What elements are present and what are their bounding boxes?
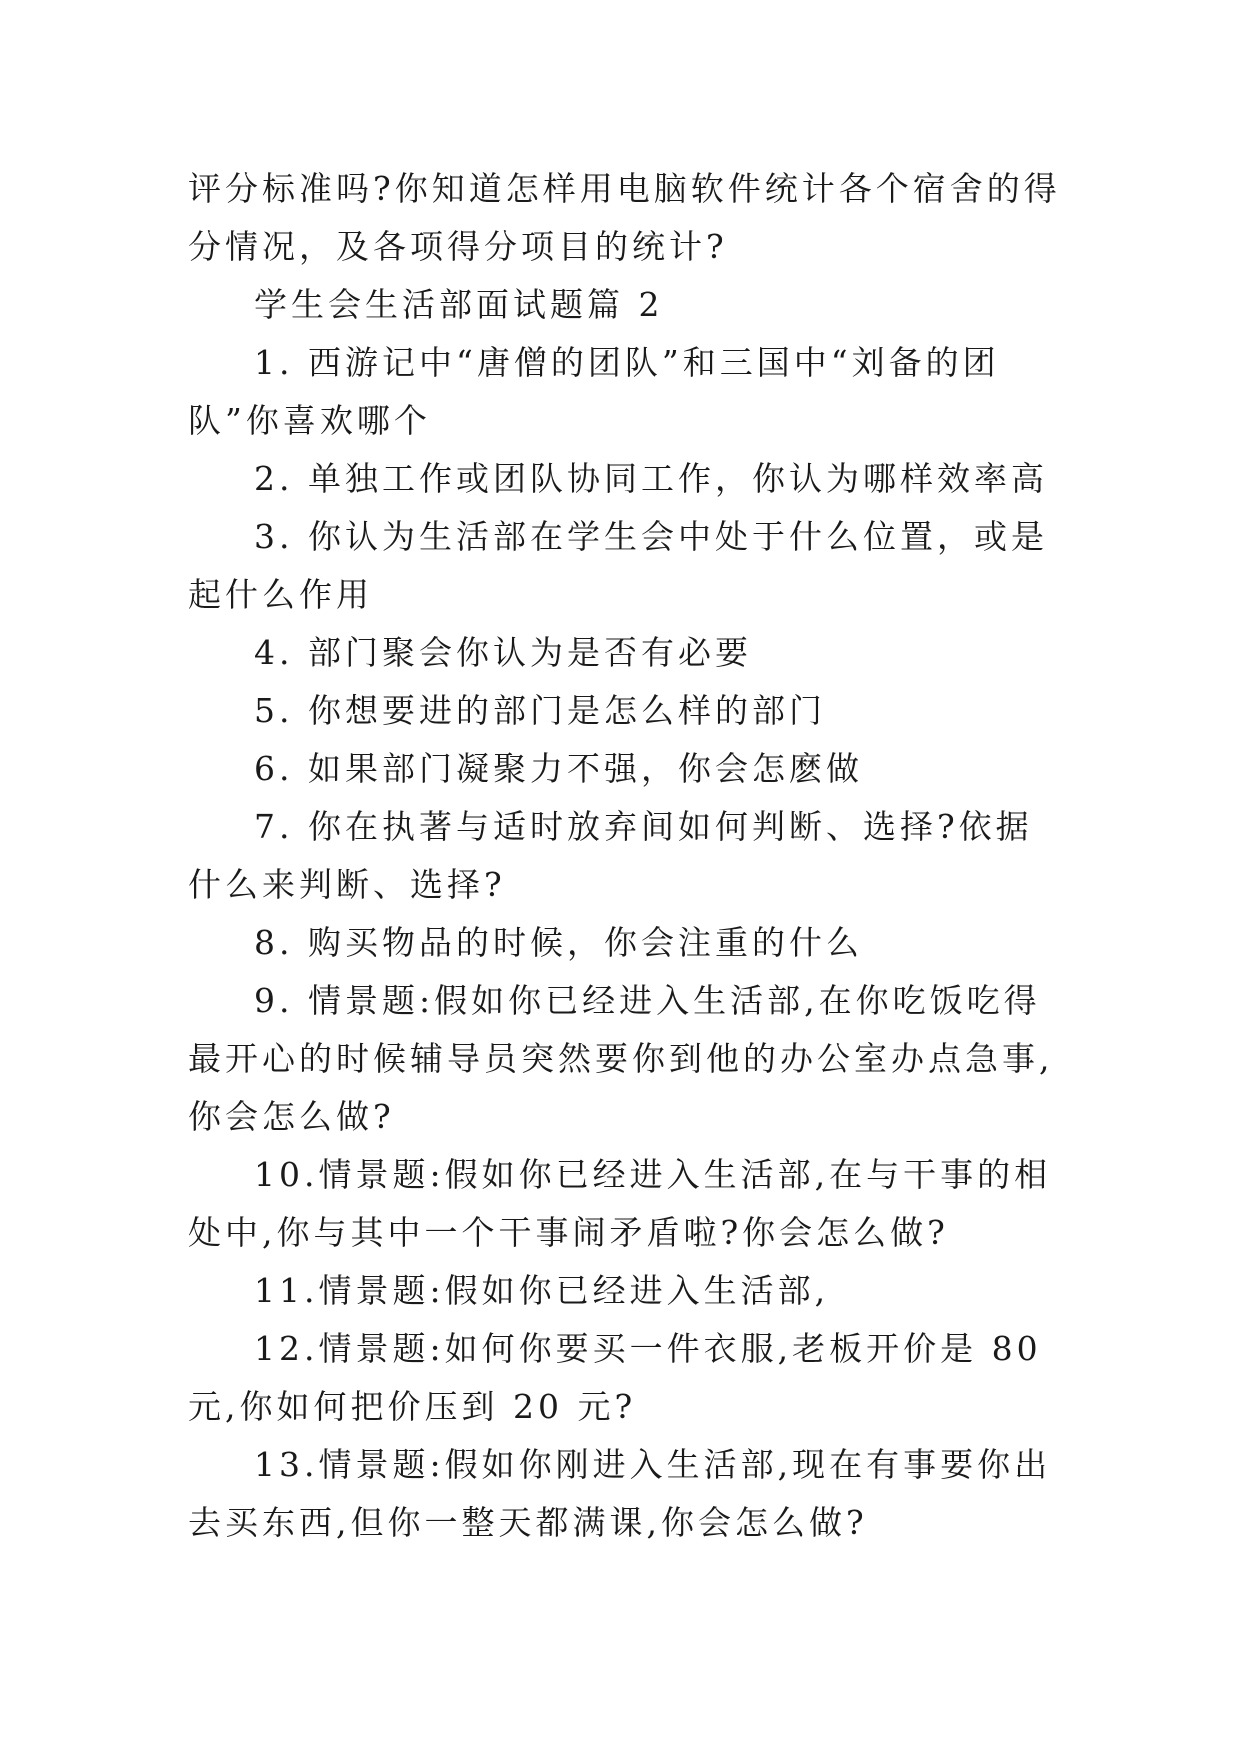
document-body — [188, 160, 1068, 1552]
question-1: 1. 西游记中“唐僧的团队”和三国中“刘备的团队”你喜欢哪个 — [188, 343, 1000, 440]
question-13: 13.情景题:假如你刚进入生活部,现在有事要你出去买东西,但你一整天都满课,你会怎么做? — [188, 1445, 1052, 1542]
question-10: 10.情景题:假如你已经进入生活部,在与干事的相处中,你与其中一个干事闹矛盾啦?你会怎么做? — [188, 1155, 1052, 1252]
question-6: 6. 如果部门凝聚力不强，你会怎麽做 — [254, 749, 863, 788]
question-3: 3. 你认为生活部在学生会中处于什么位置，或是起什么作用 — [188, 517, 1048, 614]
question-7: 7. 你在执著与适时放弃间如何判断、选择?依据什么来判断、选择? — [188, 807, 1033, 904]
question-9: 9. 情景题:假如你已经进入生活部,在你吃饭吃得最开心的时候辅导员突然要你到他的办公室办点急事,你会怎么做? — [188, 981, 1054, 1136]
paragraph-intro: 评分标准吗?你知道怎样用电脑软件统计各个宿舍的得分情况，及各项得分项目的统计? — [188, 169, 1061, 266]
question-12: 12.情景题:如何你要买一件衣服,老板开价是 80 元,你如何把价压到 20 元? — [188, 1329, 1057, 1426]
question-11: 11.情景题:假如你已经进入生活部, — [254, 1271, 830, 1310]
question-4: 4. 部门聚会你认为是否有必要 — [254, 633, 752, 672]
question-2: 2. 单独工作或团队协同工作，你认为哪样效率高 — [254, 459, 1048, 498]
section-heading: 学生会生活部面试题篇 2 — [254, 285, 664, 324]
question-8: 8. 购买物品的时候，你会注重的什么 — [254, 923, 863, 962]
question-5: 5. 你想要进的部门是怎么样的部门 — [254, 691, 826, 730]
